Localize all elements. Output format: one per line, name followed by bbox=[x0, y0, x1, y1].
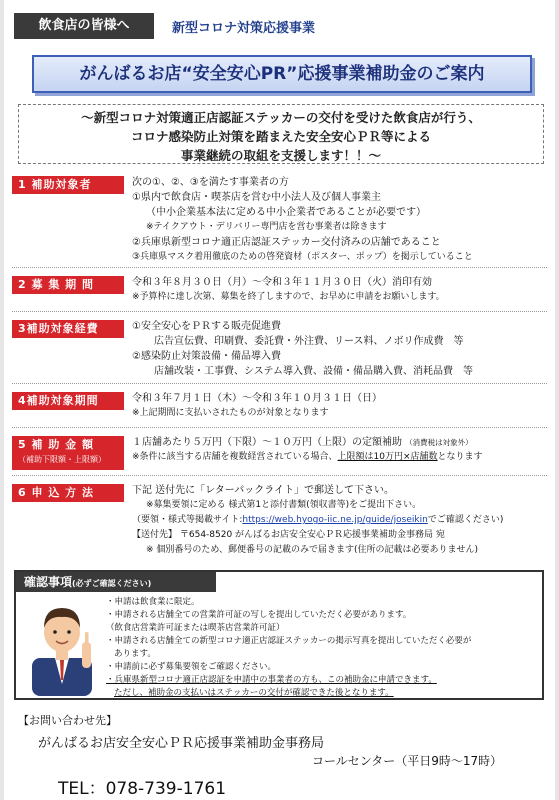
confirmation-heading bbox=[16, 572, 216, 592]
body-line: 下記 送付先に「レターパックライト」で郵送して下さい。 bbox=[132, 485, 394, 496]
body-line: ※募集要領に定める 様式第1と添付書類(領収書等)をご提出下さい。 bbox=[146, 500, 422, 510]
section-eligibility bbox=[12, 172, 547, 268]
list-item: ただし、補助金の支払いはステッカーの交付が確認できた後となります。 bbox=[114, 688, 394, 698]
body-line bbox=[132, 513, 544, 528]
section-sublabel: （補助下限額・上限額） bbox=[18, 455, 106, 464]
site-tail: でご確認ください) bbox=[427, 515, 504, 525]
body-line: ②感染防止対策設備・備品導入費 bbox=[132, 351, 281, 362]
page-title: がんばるお店“安全安心PR”応援事業補助金のご案内 bbox=[32, 55, 532, 93]
guide-link[interactable]: https://web.hyogo-iic.ne.jp/guide/joseikin bbox=[242, 515, 428, 525]
audience-tag: 飲食店の皆様へ bbox=[14, 13, 154, 39]
lead-line: コロナ感染防止対策を踏まえた安全安心ＰＲ等による bbox=[130, 129, 431, 144]
confirmation-title: 確認事項 bbox=[24, 575, 73, 589]
list-item: ・申請は飲食業に限定。 bbox=[106, 597, 200, 607]
body-line: ③兵庫県マスク着用徹底のための啓発資材（ポスター、ポップ）を掲示していること bbox=[132, 252, 473, 262]
list-item: あります。 bbox=[114, 649, 156, 659]
section-body bbox=[132, 175, 544, 265]
tax-note: （消費税は対象外） bbox=[405, 438, 473, 447]
confirmation-box bbox=[14, 570, 544, 700]
amount-text: １店舗あたり５万円（下限）～１０万円（上限）の定額補助 bbox=[132, 437, 402, 448]
body-line: 【送付先】 〒654-8520 がんばるお店安全安心ＰＲ応援事業補助金事務局 宛 bbox=[132, 530, 445, 540]
office-name: がんばるお店安全安心ＰＲ応援事業補助金事務局 bbox=[38, 736, 325, 751]
call-center-hours: コールセンター（平日9時～17時） bbox=[312, 754, 503, 768]
contact-heading: 【お問い合わせ先】 bbox=[18, 714, 117, 727]
section-body bbox=[132, 435, 544, 465]
confirmation-list bbox=[106, 596, 540, 700]
note-text: ※条件に該当する店舗を複数経営されている場合、 bbox=[132, 452, 338, 462]
body-line: 広告宣伝費、印刷費、委託費・外注費、リース料、ノボリ作成費 等 bbox=[154, 336, 464, 347]
lead-line: ～新型コロナ対策適正店認証ステッカーの交付を受けた飲食店が行う、 bbox=[81, 110, 481, 125]
section-how-to-apply bbox=[12, 480, 547, 570]
list-item: ・申請される店舗全ての営業許可証の写しを提出していただく必要があります。 bbox=[106, 610, 412, 620]
body-line: 次の①、②、③を満たす事業者の方 bbox=[132, 177, 289, 188]
body-line bbox=[132, 450, 544, 465]
section-eligible-period bbox=[12, 388, 547, 428]
program-name: 新型コロナ対策応援事業 bbox=[172, 21, 316, 36]
site-label: （要領・様式等掲載サイト: bbox=[132, 515, 243, 525]
phone-number[interactable]: TEL：078-739-1761 bbox=[58, 779, 227, 799]
section-label: 6 申 込 方 法 bbox=[12, 484, 124, 502]
list-item: （飲食店営業許可証または喫茶店営業許可証） bbox=[106, 623, 285, 633]
body-line: ①県内で飲食店・喫茶店を営む中小法人及び個人事業主 bbox=[132, 192, 381, 203]
body-line: （中小企業基本法に定める中小企業者であることが必要です） bbox=[146, 207, 426, 218]
section-subsidy-amount bbox=[12, 432, 547, 476]
section-body bbox=[132, 483, 544, 558]
section-label: 4補助対象期間 bbox=[12, 392, 124, 410]
section-body bbox=[132, 391, 544, 421]
note-tail: となります bbox=[437, 452, 483, 462]
section-body bbox=[132, 319, 544, 379]
section-body bbox=[132, 275, 544, 305]
section-application-period bbox=[12, 272, 547, 312]
section-label: 3補助対象経費 bbox=[12, 320, 124, 338]
body-line: ※ 個別番号のため、郵便番号の記載のみで届きます(住所の記載は必要ありません) bbox=[146, 545, 479, 555]
body-line: ※予算枠に達し次第、募集を終了しますので、お早めに申請をお願いします。 bbox=[132, 292, 445, 302]
section-label-text: 5 補 助 金 額 bbox=[18, 438, 94, 451]
list-item: ・申請される店舗全ての新型コロナ適正店認証ステッカーの掲示写真を提出していただく必要が bbox=[106, 636, 472, 646]
lead-line: 事業継続の取組を支援します！！～ bbox=[180, 148, 381, 163]
section-label: 2 募 集 期 間 bbox=[12, 276, 124, 294]
list-item: ・兵庫県新型コロナ適正店認証を申請中の事業者の方も、この補助金に申請できます。 bbox=[106, 675, 437, 685]
section-label bbox=[12, 436, 124, 470]
body-line bbox=[132, 435, 544, 450]
body-line: ※上記期間に支払いされたものが対象となります bbox=[132, 408, 329, 418]
body-line: 令和３年７月１日（木）～令和３年１０月３１日（日） bbox=[132, 393, 382, 404]
body-line: ※テイクアウト・デリバリー専門店を営む事業者は除きます bbox=[146, 222, 387, 232]
businessman-illustration bbox=[22, 598, 102, 696]
lead-box bbox=[18, 104, 544, 164]
body-line: ②兵庫県新型コロナ適正店認証ステッカー交付済みの店舗であること bbox=[132, 237, 441, 248]
body-line: 令和３年８月３０日（月）～令和３年１１月３０日（火）消印有効 bbox=[132, 277, 432, 288]
confirmation-note: (必ずご確認ください) bbox=[72, 579, 152, 588]
section-label: 1 補助対象者 bbox=[12, 176, 124, 194]
body-line: 店舗改装・工事費、システム導入費、設備・備品購入費、消耗品費 等 bbox=[154, 366, 473, 377]
section-eligible-expenses bbox=[12, 316, 547, 384]
body-line: ①安全安心をＰＲする販売促進費 bbox=[132, 321, 281, 332]
cap-text: 上限額は10万円×店舗数 bbox=[337, 452, 438, 462]
list-item: ・申請前に必ず募集要領をご確認ください。 bbox=[106, 662, 277, 672]
